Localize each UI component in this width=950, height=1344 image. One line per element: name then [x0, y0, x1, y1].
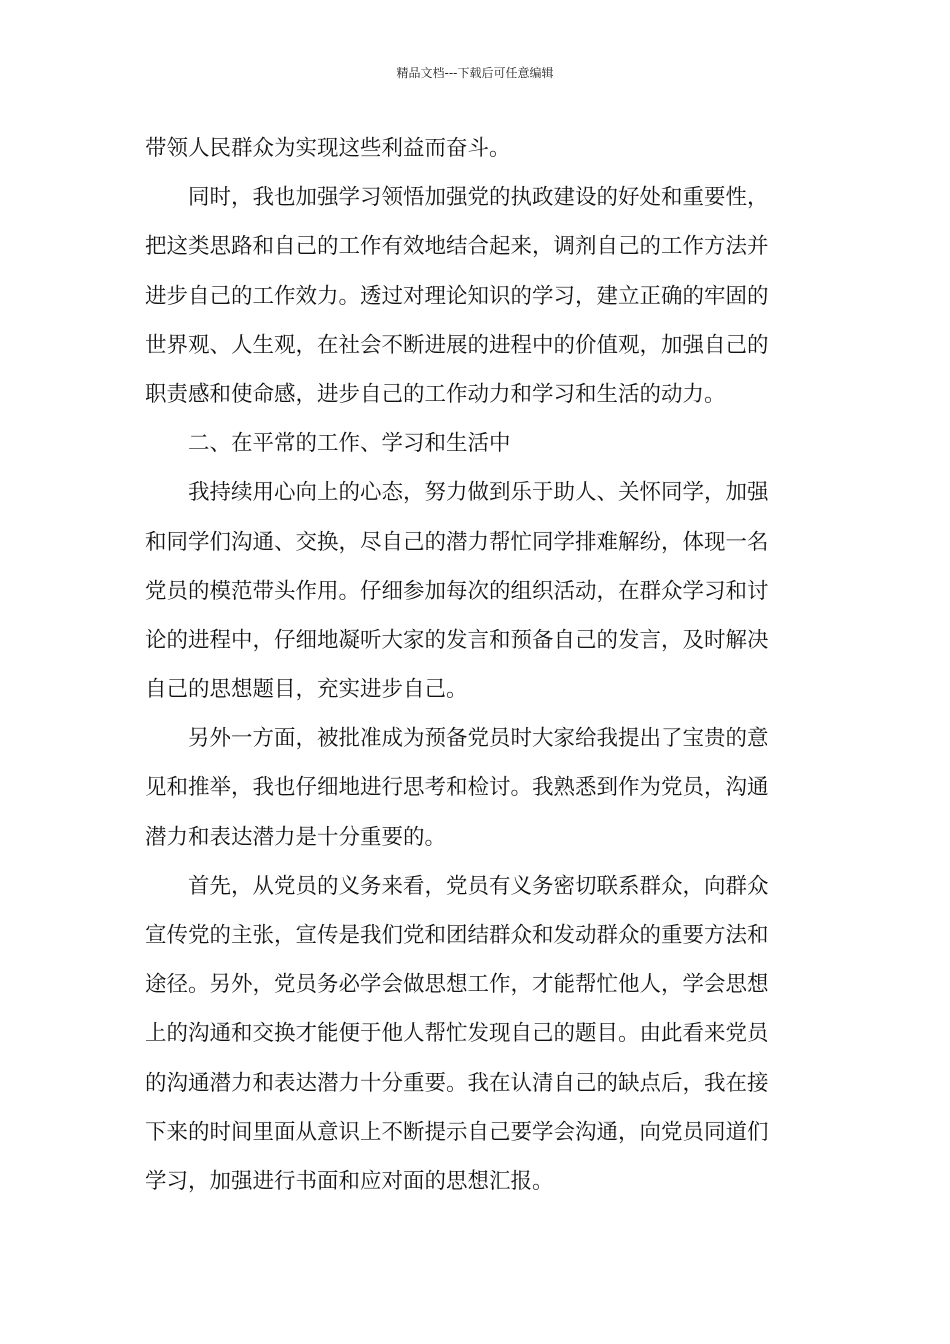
- text-line: 下来的时间里面从意识上不断提示自己要学会沟通，向党员同道们: [145, 1119, 769, 1145]
- text-line: 进步自己的工作效力。透过对理论知识的学习，建立正确的牢固的: [145, 283, 769, 309]
- text-line: 途径。另外，党员务必学会做思想工作，才能帮忙他人，学会思想: [145, 972, 769, 998]
- text-line: 同时，我也加强学习领悟加强党的执政建设的好处和重要性，: [188, 185, 769, 211]
- text-line: 论的进程中，仔细地凝听大家的发言和预备自己的发言，及时解决: [145, 627, 769, 653]
- paragraph-6: [145, 862, 807, 1206]
- text-line: 自己的思想题目，充实进步自己。: [145, 677, 468, 703]
- paragraph-4: [145, 468, 807, 714]
- section-heading: 二、在平常的工作、学习和生活中: [188, 431, 511, 457]
- text-line: 的沟通潜力和表达潜力十分重要。我在认清自己的缺点后，我在接: [145, 1070, 769, 1096]
- paragraph-3-heading: [145, 419, 807, 468]
- document-body: [145, 124, 807, 1206]
- text-line: 把这类思路和自己的工作有效地结合起来，调剂自己的工作方法并: [145, 234, 769, 260]
- paragraph-2: [145, 173, 807, 419]
- text-line: 和同学们沟通、交换，尽自己的潜力帮忙同学排难解纷，体现一名: [145, 529, 769, 555]
- text-line: 另外一方面，被批准成为预备党员时大家给我提出了宝贵的意: [188, 726, 769, 752]
- text-line: 我持续用心向上的心态，努力做到乐于助人、关怀同学，加强: [188, 480, 769, 506]
- text-line: 上的沟通和交换才能便于他人帮忙发现自己的题目。由此看来党员: [145, 1021, 769, 1047]
- text-line: 首先，从党员的义务来看，党员有义务密切联系群众，向群众: [188, 873, 769, 899]
- text-line: 宣传党的主张，宣传是我们党和团结群众和发动群众的重要方法和: [145, 923, 769, 948]
- text-line: 见和推举，我也仔细地进行思考和检讨。我熟悉到作为党员，沟通: [145, 775, 769, 801]
- text-line: 学习，加强进行书面和应对面的思想汇报。: [145, 1168, 554, 1194]
- text-line: 职责感和使命感，进步自己的工作动力和学习和生活的动力。: [145, 381, 726, 407]
- paragraph-1: [145, 124, 807, 173]
- paragraph-5: [145, 714, 807, 862]
- text-line: 带领人民群众为实现这些利益而奋斗。: [145, 136, 511, 161]
- text-line: 潜力和表达潜力是十分重要的。: [145, 824, 447, 850]
- text-line: 世界观、人生观，在社会不断进展的进程中的价值观，加强自己的: [145, 332, 769, 358]
- page-header: 精品文档---下载后可任意编辑: [396, 66, 554, 80]
- text-line: 党员的模范带头作用。仔细参加每次的组织活动，在群众学习和讨: [145, 578, 769, 604]
